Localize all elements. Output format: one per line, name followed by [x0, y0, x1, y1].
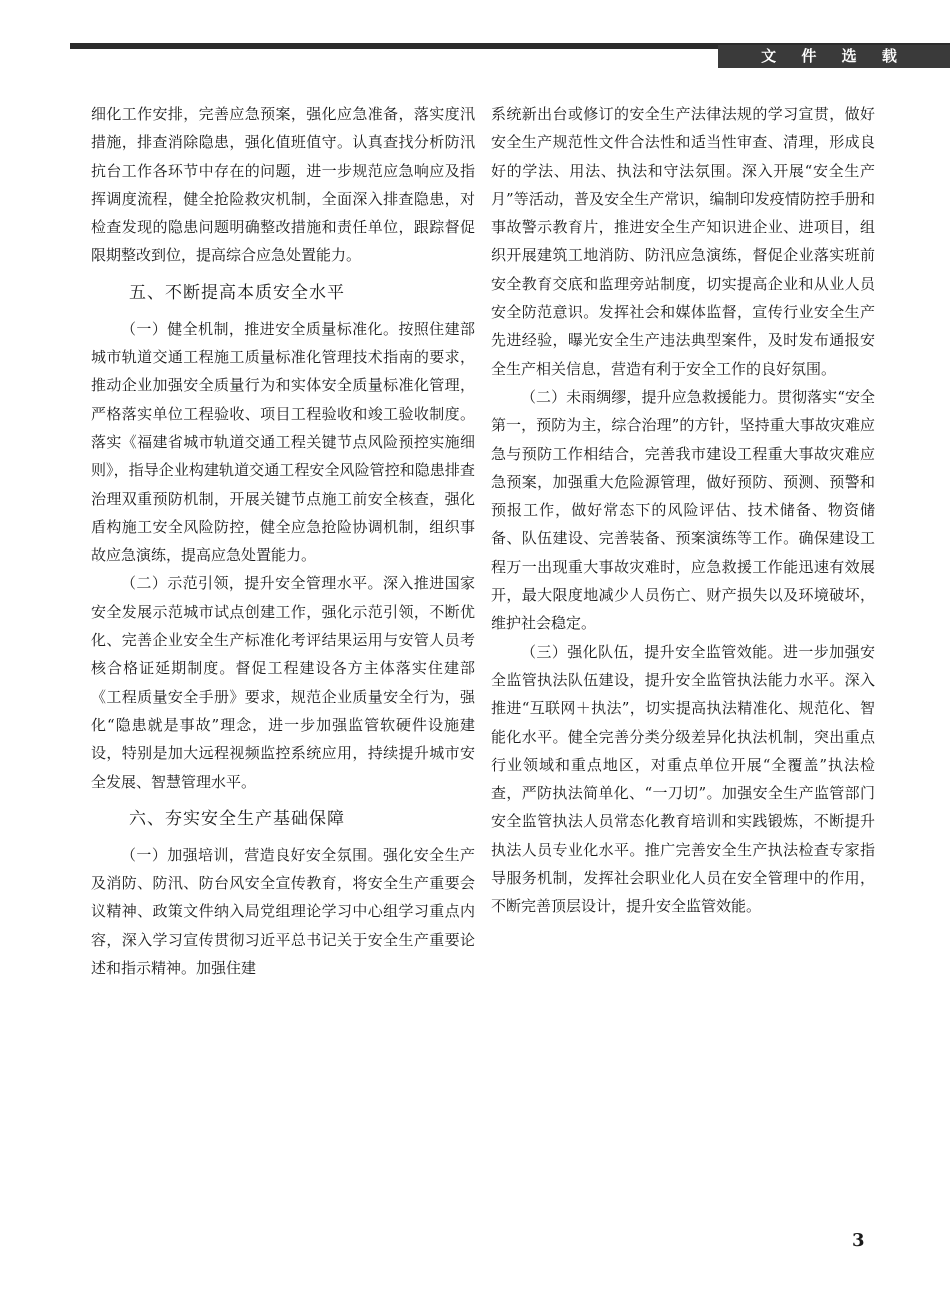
section-heading-5: 五、不断提高本质安全水平	[129, 282, 345, 303]
paragraph: （二）示范引领，提升安全管理水平。深入推进国家安全发展示范城市试点创建工作，强化示范引领，不断优化、完善企业安全生产标准化考评结果运用与安管人员考核合格证延期制度。督促工程建设各方主体落实住建部《工程质量安全手册》要求，规范企业质量安全行为，强化“隐患就是事故”理念，进一步加强监管软硬件设施建设，特别是加大远程视频监控系统应用，持续提升城市安全发展、智慧管理水平。	[91, 574, 475, 791]
right-column	[491, 100, 875, 921]
paragraph: （一）健全机制，推进安全质量标准化。按照住建部城市轨道交通工程施工质量标准化管理技术指南的要求，推动企业加强安全质量行为和实体安全质量标准化管理，严格落实单位工程验收、项目工程验收和竣工验收制度。落实《福建省城市轨道交通工程关键节点风险预控实施细则》，指导企业构建轨道交通工程安全风险管控和隐患排查治理双重预防机制，开展关键节点施工前安全核查，强化盾构施工安全风险防控，健全应急抢险协调机制，组织事故应急演练，提高应急处置能力。	[91, 319, 475, 565]
page-number: 3	[852, 1230, 865, 1251]
paragraph: （三）强化队伍，提升安全监管效能。进一步加强安全监管执法队伍建设，提升安全监管执法能力水平。深入推进“互联网＋执法”，切实提高执法精准化、规范化、智能化水平。健全完善分类分级差异化执法机制，突出重点行业领域和重点地区，对重点单位开展“全覆盖”执法检查，严防执法简单化、“一刀切”。加强安全生产监管部门安全监管执法人员常态化教育培训和实践锻炼，不断提升执法人员专业化水平。推广完善安全生产执法检查专家指导服务机制，发挥社会职业化人员在安全管理中的作用，不断完善顶层设计，提升安全监管效能。	[491, 642, 875, 916]
paragraph-continued: 细化工作安排，完善应急预案，强化应急准备，落实度汛措施，排查消除隐患，强化值班值守。认真查找分析防汛抗台工作各环节中存在的问题，进一步规范应急响应及指挥调度流程，健全抢险救灾机制，全面深入排查隐患，对检查发现的隐患问题明确整改措施和责任单位，跟踪督促限期整改到位，提高综合应急处置能力。	[91, 105, 475, 265]
paragraph: （一）加强培训，营造良好安全氛围。强化安全生产及消防、防汛、防台风安全宣传教育，将安全生产重要会议精神、政策文件纳入局党组理论学习中心组学习重点内容，深入学习宣传贯彻习近平总书记关于安全生产重要论述和指示精神。加强住建	[91, 845, 475, 978]
left-column	[91, 100, 475, 982]
paragraph: （二）未雨绸缪，提升应急救援能力。贯彻落实“安全第一，预防为主，综合治理”的方针，坚持重大事故灾难应急与预防工作相结合，完善我市建设工程重大事故灾难应急预案，加强重大危险源管理，做好预防、预测、预警和预报工作，做好常态下的风险评估、技术储备、物资储备、队伍建设、完善装备、预案演练等工作。确保建设工程万一出现重大事故灾难时，应急救援工作能迅速有效展开，最大限度地减少人员伤亡、财产损失以及环境破坏，维护社会稳定。	[491, 387, 875, 633]
section-tag: 文 件 选 载	[718, 45, 950, 68]
section-heading-6: 六、夯实安全生产基础保障	[129, 808, 345, 829]
paragraph-continued: 系统新出台或修订的安全生产法律法规的学习宣贯，做好安全生产规范性文件合法性和适当性审查、清理，形成良好的学法、用法、执法和守法氛围。深入开展“安全生产月”等活动，普及安全生产常识，编制印发疫情防控手册和事故警示教育片，推进安全生产知识进企业、进项目，组织开展建筑工地消防、防汛应急演练，督促企业落实班前安全教育交底和监理旁站制度，切实提高企业和从业人员安全防范意识。发挥社会和媒体监督，宣传行业安全生产先进经验，曝光安全生产违法典型案件，及时发布通报安全生产相关信息，营造有利于安全工作的良好氛围。	[491, 105, 875, 378]
